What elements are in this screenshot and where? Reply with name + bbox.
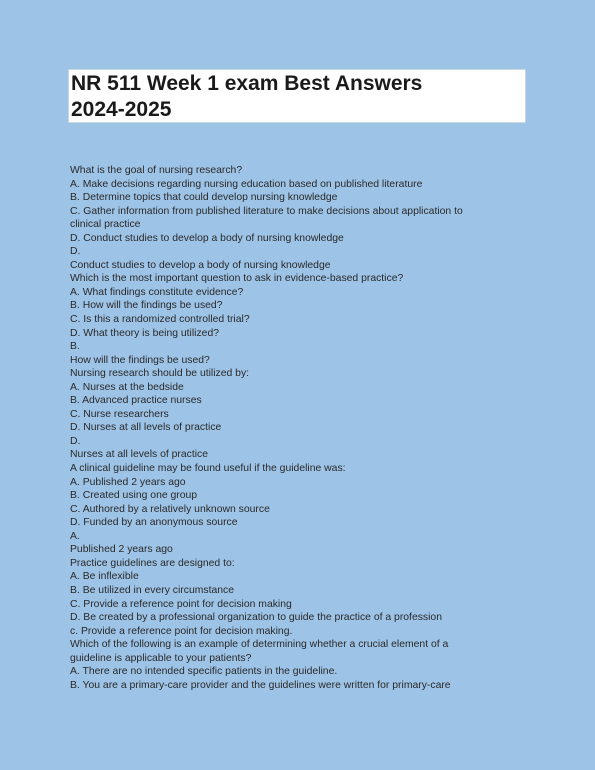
text-line: A. Make decisions regarding nursing education based on published literature [70,178,423,190]
text-line: B. Created using one group [70,490,198,502]
text-line: A. Published 2 years ago [70,476,186,488]
text-line: B. How will the findings be used? [70,300,223,312]
document-title-line-1: NR 511 Week 1 exam Best Answers [71,72,423,95]
text-line: Nursing research should be utilized by: [70,368,250,380]
text-line: D. [70,246,81,258]
text-line: Nurses at all levels of practice [70,449,209,461]
text-line: C. Provide a reference point for decision making [70,598,292,610]
text-line: B. Determine topics that could develop nursing knowledge [70,192,338,204]
text-line: Published 2 years ago [70,544,173,556]
text-line: D. Funded by an anonymous source [70,517,238,529]
text-line: D. Be created by a professional organization to guide the practice of a profession [70,612,442,624]
text-line: clinical practice [70,219,141,231]
text-line: guideline is applicable to your patients? [70,652,252,664]
text-line: B. You are a primary-care provider and the guidelines were written for primary-care [70,679,451,691]
document-title-box [68,69,526,123]
document-body [70,164,520,692]
text-line: C. Authored by a relatively unknown source [70,503,270,515]
text-line: B. Be utilized in every circumstance [70,584,235,596]
text-line: D. Conduct studies to develop a body of nursing knowledge [70,232,344,244]
text-line: c. Provide a reference point for decision making. [70,625,293,637]
text-line: B. [70,341,80,353]
text-line: D. Nurses at all levels of practice [70,422,222,434]
text-line: A. What findings constitute evidence? [70,286,244,298]
text-line: C. Nurse researchers [70,408,169,420]
text-line: A. Be inflexible [70,571,139,583]
text-line: How will the findings be used? [70,354,210,366]
text-line: A. [70,530,80,542]
text-line: D. What theory is being utilized? [70,327,220,339]
document-title-line-2: 2024-2025 [71,98,172,121]
text-line: A. Nurses at the bedside [70,381,184,393]
text-line: Which of the following is an example of determining whether a crucial element of a [70,639,449,651]
text-line: B. Advanced practice nurses [70,395,202,407]
text-line: D. [70,435,81,447]
text-line: What is the goal of nursing research? [70,165,243,176]
text-line: Practice guidelines are designed to: [70,557,235,569]
text-line: Conduct studies to develop a body of nursing knowledge [70,259,331,271]
text-line: Which is the most important question to ask in evidence-based practice? [70,273,404,285]
text-line: C. Is this a randomized controlled trial? [70,314,250,326]
text-line: A clinical guideline may be found useful if the guideline was: [70,463,346,475]
text-line: C. Gather information from published literature to make decisions about application to [70,205,463,217]
text-line: A. There are no intended specific patients in the guideline. [70,666,338,678]
